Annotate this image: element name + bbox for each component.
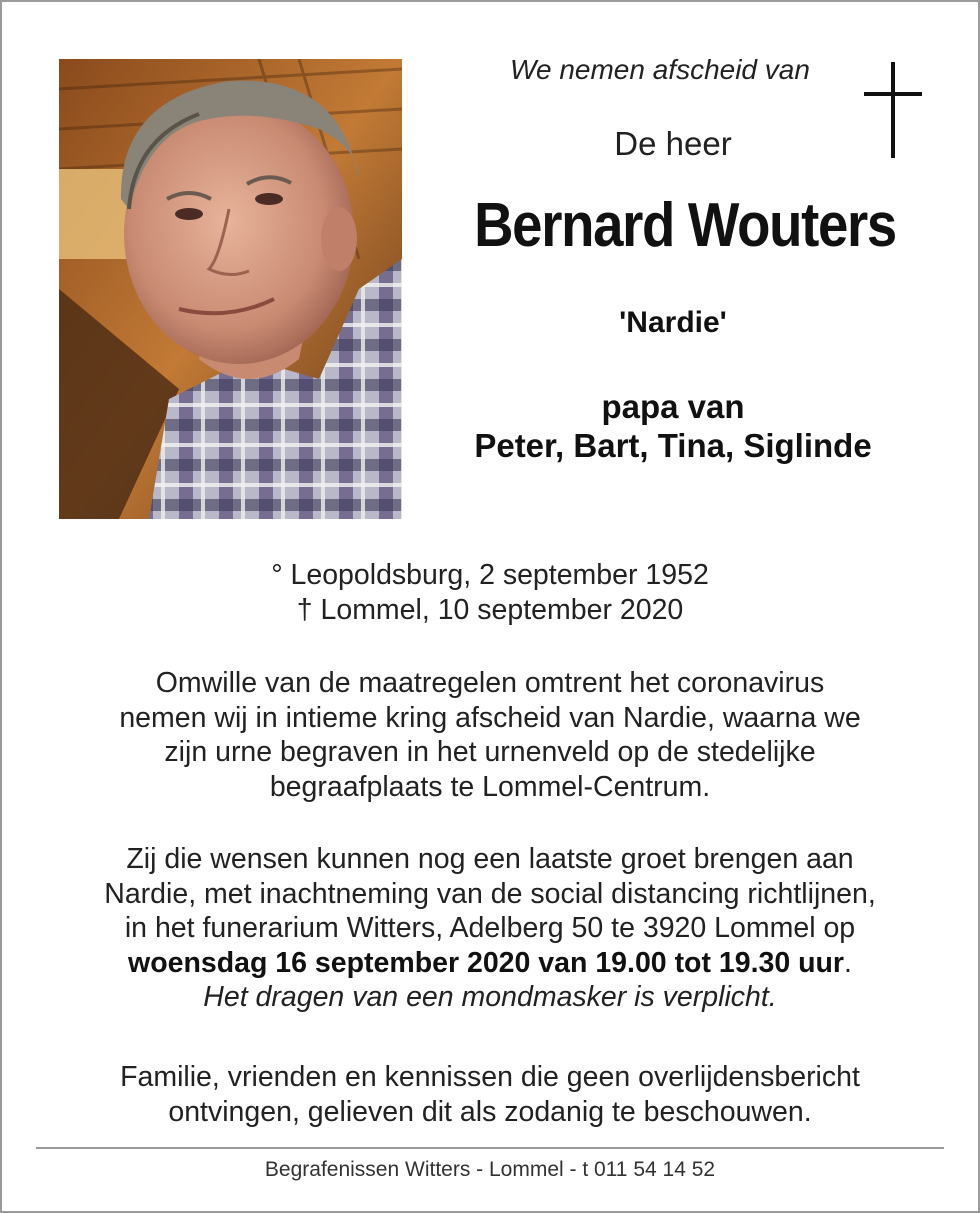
honorific: De heer	[614, 125, 732, 162]
nickname: 'Nardie'	[619, 306, 727, 339]
family-notice	[40, 1060, 940, 1129]
footer-divider	[36, 1147, 944, 1149]
birth-line: ° Leopoldsburg, 2 september 1952	[271, 559, 709, 591]
farewell-heading: We nemen afscheid van	[510, 54, 810, 85]
corona-notice	[40, 666, 940, 804]
parent-label: papa van	[601, 388, 745, 425]
visit-time: woensdag 16 september 2020 van 19.00 tot 19.30 uur	[128, 946, 845, 979]
deceased-name: Bernard Wouters	[474, 191, 896, 260]
dates-block	[40, 558, 940, 627]
notice-line: Omwille van de maatregelen omtrent het coronavirus	[155, 667, 825, 699]
family-line: ontvingen, gelieven dit als zodanig te beschouwen.	[168, 1095, 812, 1128]
funeral-home-footer: Begrafenissen Witters - Lommel - t 011 54 14 52	[264, 1158, 716, 1181]
portrait-photo	[59, 59, 402, 519]
visit-line: Nardie, met inachtneming van de social distancing richtlijnen,	[104, 877, 876, 910]
visit-time-suffix: .	[844, 946, 852, 979]
visit-line: Zij die wensen kunnen nog een laatste groet brengen aan	[126, 843, 854, 875]
death-line: † Lommel, 10 september 2020	[296, 593, 684, 626]
notice-line: zijn urne begraven in het urnenveld op de stedelijke	[164, 736, 816, 768]
notice-line: nemen wij in intieme kring afscheid van Nardie, waarna we	[119, 701, 861, 734]
visitation-notice	[40, 842, 940, 1015]
children-names: Peter, Bart, Tina, Siglinde	[474, 427, 872, 464]
visit-line: in het funerarium Witters, Adelberg 50 te 3920 Lommel op	[124, 912, 856, 944]
mask-note: Het dragen van een mondmasker is verplicht.	[203, 981, 777, 1013]
notice-line: begraafplaats te Lommel-Centrum.	[269, 770, 711, 803]
family-line: Familie, vrienden en kennissen die geen overlijdensbericht	[120, 1061, 860, 1093]
visit-time-line	[40, 946, 940, 981]
